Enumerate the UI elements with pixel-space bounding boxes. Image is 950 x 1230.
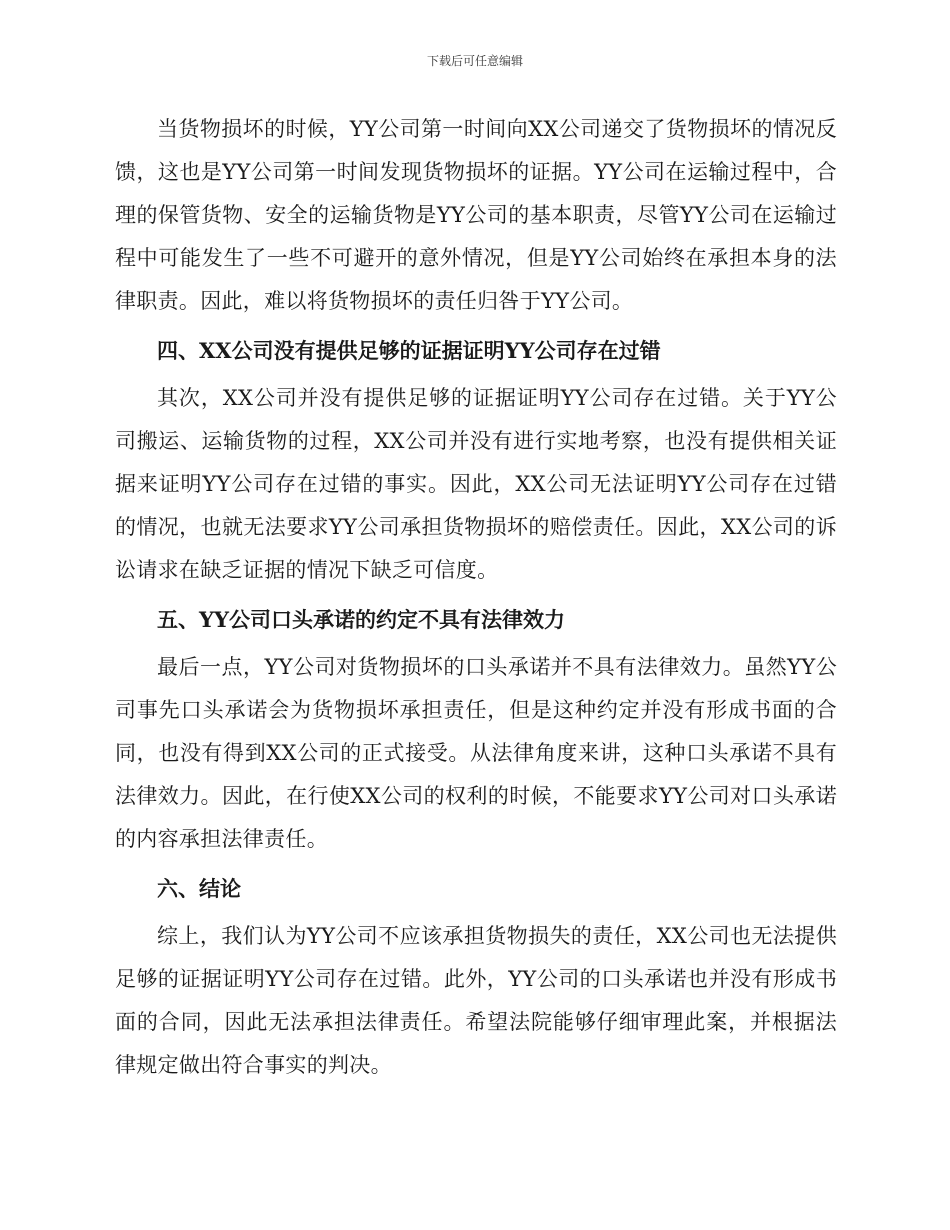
section-six-paragraph: 综上，我们认为YY公司不应该承担货物损失的责任，XX公司也无法提供足够的证据证明YY公司存在过错。此外，YY公司的口头承诺也并没有形成书面的合同，因此无法承担法律责任。希望法院能够仔细审理此案，并根据法律规定做出符合事实的判决。 [115,924,837,1077]
section-five-paragraph: 最后一点，YY公司对货物损坏的口头承诺并不具有法律效力。虽然YY公司事先口头承诺会为货物损坏承担责任，但是这种约定并没有形成书面的合同，也没有得到XX公司的正式接受。从法律角度来讲，这种口头承诺不具有法律效力。因此，在行使XX公司的权利的时候，不能要求YY公司对口头承诺的内容承担法律责任。 [115,655,837,851]
page-header: 下载后可任意编辑 [426,54,523,68]
section-five-heading: 五、YY公司口头承诺的约定不具有法律效力 [157,606,565,632]
section-six-heading: 六、结论 [157,875,241,901]
intro-paragraph: 当货物损坏的时候，YY公司第一时间向XX公司递交了货物损坏的情况反馈，这也是YY公司第一时间发现货物损坏的证据。YY公司在运输过程中，合理的保管货物、安全的运输货物是YY公司的基本职责，尽管YY公司在运输过程中可能发生了一些不可避开的意外情况，但是YY公司始终在承担本身的法律职责。因此，难以将货物损坏的责任归咎于YY公司。 [115,117,837,313]
section-four-paragraph: 其次，XX公司并没有提供足够的证据证明YY公司存在过错。关于YY公司搬运、运输货物的过程，XX公司并没有进行实地考察，也没有提供相关证据来证明YY公司存在过错的事实。因此，XX公司无法证明YY公司存在过错的情况，也就无法要求YY公司承担货物损坏的赔偿责任。因此，XX公司的诉讼请求在缺乏证据的情况下缺乏可信度。 [115,386,837,582]
document-body [115,108,837,1087]
section-four-heading: 四、XX公司没有提供足够的证据证明YY公司存在过错 [157,337,661,363]
